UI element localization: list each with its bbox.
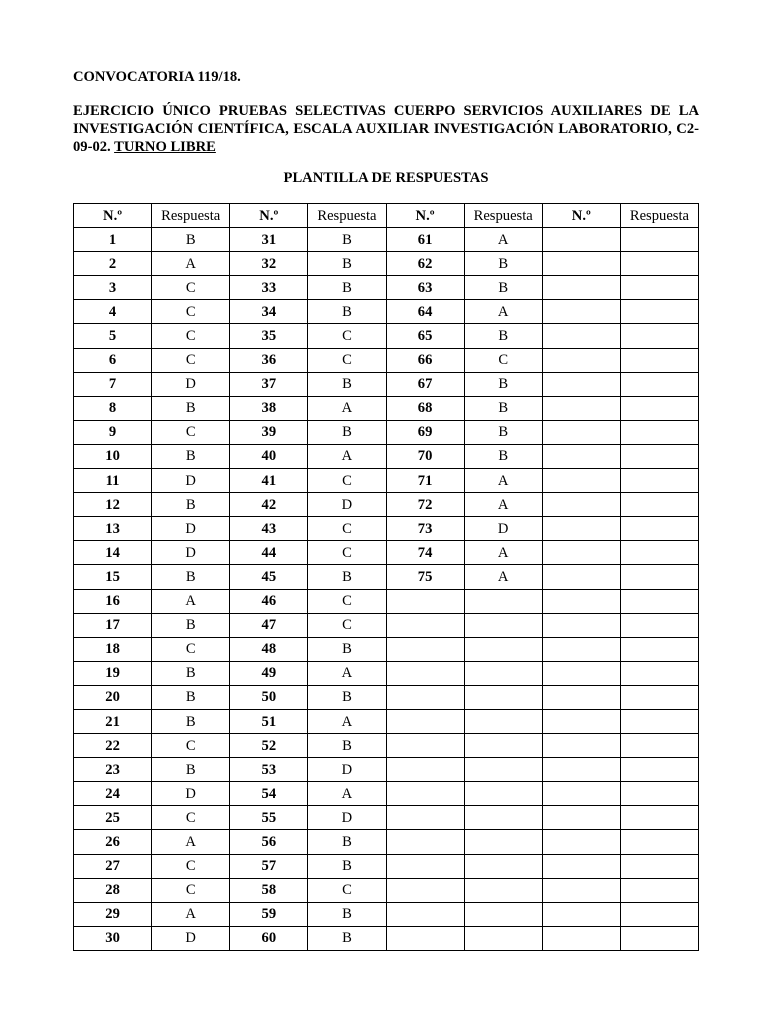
table-row (74, 348, 699, 372)
question-number-cell (386, 661, 464, 685)
table-row (74, 637, 699, 661)
question-number-cell (542, 541, 620, 565)
question-number-cell: 60 (230, 926, 308, 950)
question-number-cell: 9 (74, 420, 152, 444)
answer-cell (620, 782, 698, 806)
question-number-cell: 69 (386, 420, 464, 444)
question-number-cell: 22 (74, 734, 152, 758)
question-number-cell: 34 (230, 300, 308, 324)
answer-cell: B (308, 565, 386, 589)
answer-cell: B (152, 685, 230, 709)
answer-cell: A (464, 541, 542, 565)
header-number: N.º (230, 204, 308, 228)
answer-cell: A (308, 661, 386, 685)
answer-cell (464, 661, 542, 685)
answer-cell: B (308, 854, 386, 878)
answer-cell (464, 878, 542, 902)
question-number-cell (542, 613, 620, 637)
table-row (74, 493, 699, 517)
question-number-cell: 16 (74, 589, 152, 613)
question-number-cell: 38 (230, 396, 308, 420)
question-number-cell (542, 469, 620, 493)
question-number-cell: 58 (230, 878, 308, 902)
question-number-cell (542, 806, 620, 830)
question-number-cell: 63 (386, 276, 464, 300)
table-row (74, 734, 699, 758)
question-number-cell: 70 (386, 444, 464, 468)
answer-cell: B (464, 444, 542, 468)
question-number-cell (542, 709, 620, 733)
question-number-cell: 46 (230, 589, 308, 613)
answer-cell: A (464, 228, 542, 252)
question-number-cell (386, 926, 464, 950)
answer-cell (620, 709, 698, 733)
answer-cell (620, 661, 698, 685)
answer-cell: B (152, 228, 230, 252)
answer-cell (620, 420, 698, 444)
answer-cell (620, 541, 698, 565)
question-number-cell (386, 589, 464, 613)
answer-cell: B (464, 420, 542, 444)
answer-cell: B (308, 734, 386, 758)
answer-cell (464, 782, 542, 806)
table-header-row (74, 204, 699, 228)
question-number-cell: 12 (74, 493, 152, 517)
question-number-cell (542, 854, 620, 878)
question-number-cell: 75 (386, 565, 464, 589)
question-number-cell (542, 878, 620, 902)
answer-cell: C (308, 878, 386, 902)
question-number-cell: 62 (386, 252, 464, 276)
answer-cell: C (308, 324, 386, 348)
question-number-cell: 45 (230, 565, 308, 589)
table-row (74, 252, 699, 276)
question-number-cell (542, 637, 620, 661)
answer-cell (620, 228, 698, 252)
answer-cell: D (464, 517, 542, 541)
answer-cell: B (152, 613, 230, 637)
table-row (74, 324, 699, 348)
question-number-cell: 44 (230, 541, 308, 565)
answer-cell: B (152, 444, 230, 468)
question-number-cell: 67 (386, 372, 464, 396)
question-number-cell: 8 (74, 396, 152, 420)
table-row (74, 613, 699, 637)
answer-cell (620, 685, 698, 709)
question-number-cell: 29 (74, 902, 152, 926)
answer-cell: B (308, 228, 386, 252)
answer-cell (620, 276, 698, 300)
question-number-cell (542, 444, 620, 468)
question-number-cell: 55 (230, 806, 308, 830)
answer-cell: D (152, 517, 230, 541)
table-row (74, 517, 699, 541)
question-number-cell: 68 (386, 396, 464, 420)
answer-cell (620, 396, 698, 420)
question-number-cell: 66 (386, 348, 464, 372)
question-number-cell: 3 (74, 276, 152, 300)
question-number-cell: 24 (74, 782, 152, 806)
table-row (74, 661, 699, 685)
answer-cell (620, 252, 698, 276)
question-number-cell (542, 902, 620, 926)
question-number-cell: 2 (74, 252, 152, 276)
answer-cell (620, 469, 698, 493)
answer-cell: C (308, 589, 386, 613)
answer-cell: C (308, 469, 386, 493)
convocatoria-title: CONVOCATORIA 119/18. (73, 69, 241, 85)
question-number-cell: 43 (230, 517, 308, 541)
answer-cell: A (152, 252, 230, 276)
question-number-cell: 71 (386, 469, 464, 493)
table-row (74, 782, 699, 806)
question-number-cell: 17 (74, 613, 152, 637)
answer-cell (464, 926, 542, 950)
question-number-cell (386, 782, 464, 806)
answer-cell: A (152, 830, 230, 854)
question-number-cell: 1 (74, 228, 152, 252)
question-number-cell (542, 420, 620, 444)
question-number-cell (542, 685, 620, 709)
answers-table-body (74, 228, 699, 951)
answer-cell (620, 300, 698, 324)
answer-cell: B (308, 685, 386, 709)
answer-cell: B (308, 372, 386, 396)
answer-cell: D (152, 541, 230, 565)
question-number-cell: 4 (74, 300, 152, 324)
answer-cell: C (152, 276, 230, 300)
question-number-cell (542, 734, 620, 758)
exercise-description (73, 102, 699, 156)
question-number-cell: 36 (230, 348, 308, 372)
question-number-cell: 26 (74, 830, 152, 854)
answer-cell (620, 372, 698, 396)
table-row (74, 806, 699, 830)
question-number-cell: 51 (230, 709, 308, 733)
exercise-text: EJERCICIO ÚNICO PRUEBAS SELECTIVAS CUERPO SERVICIOS AUXILIARES DE LA INVESTIGACIÓN CIENTÍFICA, ESCALA AUXILIAR INVESTIGACIÓN LABORATORIO, C2-09-02. (73, 103, 699, 155)
question-number-cell (542, 926, 620, 950)
answer-cell: B (152, 758, 230, 782)
question-number-cell: 57 (230, 854, 308, 878)
answer-cell: B (152, 396, 230, 420)
answer-cell: B (152, 709, 230, 733)
answer-cell: C (308, 517, 386, 541)
question-number-cell: 32 (230, 252, 308, 276)
answer-cell (620, 444, 698, 468)
answer-cell: B (308, 637, 386, 661)
answer-cell (620, 806, 698, 830)
answer-cell (620, 565, 698, 589)
answer-cell: C (152, 734, 230, 758)
question-number-cell: 21 (74, 709, 152, 733)
question-number-cell (542, 300, 620, 324)
header-number: N.º (386, 204, 464, 228)
question-number-cell: 7 (74, 372, 152, 396)
question-number-cell: 37 (230, 372, 308, 396)
answer-cell: A (308, 782, 386, 806)
answer-cell: B (464, 324, 542, 348)
answer-cell: C (152, 420, 230, 444)
answer-cell: B (308, 252, 386, 276)
answer-cell (620, 902, 698, 926)
question-number-cell: 52 (230, 734, 308, 758)
header-number: N.º (74, 204, 152, 228)
table-row (74, 709, 699, 733)
question-number-cell (542, 782, 620, 806)
answer-cell: A (464, 565, 542, 589)
answer-cell: C (308, 348, 386, 372)
answer-cell: D (152, 782, 230, 806)
question-number-cell (386, 830, 464, 854)
question-number-cell (542, 348, 620, 372)
question-number-cell: 27 (74, 854, 152, 878)
question-number-cell: 33 (230, 276, 308, 300)
question-number-cell (542, 252, 620, 276)
answer-cell (464, 589, 542, 613)
table-row (74, 228, 699, 252)
answer-cell: B (152, 493, 230, 517)
answer-cell: C (152, 300, 230, 324)
table-row (74, 830, 699, 854)
question-number-cell: 74 (386, 541, 464, 565)
question-number-cell (542, 661, 620, 685)
answer-cell: D (308, 493, 386, 517)
question-number-cell (542, 396, 620, 420)
answer-cell: A (464, 493, 542, 517)
answer-cell: C (152, 324, 230, 348)
question-number-cell (386, 637, 464, 661)
answer-cell: C (152, 637, 230, 661)
answer-cell: D (152, 372, 230, 396)
question-number-cell: 49 (230, 661, 308, 685)
answer-cell (464, 854, 542, 878)
question-number-cell (542, 589, 620, 613)
table-row (74, 396, 699, 420)
answer-cell: B (152, 565, 230, 589)
answer-cell: C (464, 348, 542, 372)
answer-cell: A (308, 444, 386, 468)
answer-cell (620, 878, 698, 902)
question-number-cell: 14 (74, 541, 152, 565)
question-number-cell (542, 758, 620, 782)
question-number-cell: 19 (74, 661, 152, 685)
answer-cell (620, 734, 698, 758)
question-number-cell: 5 (74, 324, 152, 348)
question-number-cell: 53 (230, 758, 308, 782)
question-number-cell (386, 806, 464, 830)
answers-table (73, 203, 699, 951)
table-row (74, 565, 699, 589)
answer-cell: A (308, 709, 386, 733)
answer-cell (620, 926, 698, 950)
question-number-cell: 42 (230, 493, 308, 517)
answer-cell: D (152, 926, 230, 950)
answer-cell: B (464, 276, 542, 300)
answer-cell (464, 637, 542, 661)
question-number-cell: 41 (230, 469, 308, 493)
question-number-cell (386, 613, 464, 637)
answer-cell (620, 517, 698, 541)
answer-cell: A (152, 902, 230, 926)
question-number-cell (386, 878, 464, 902)
question-number-cell (386, 709, 464, 733)
answer-cell (620, 589, 698, 613)
table-row (74, 276, 699, 300)
question-number-cell: 64 (386, 300, 464, 324)
question-number-cell (542, 372, 620, 396)
answer-cell: A (464, 300, 542, 324)
answer-cell: A (464, 469, 542, 493)
question-number-cell: 10 (74, 444, 152, 468)
answer-cell: A (308, 396, 386, 420)
plantilla-title: PLANTILLA DE RESPUESTAS (283, 170, 489, 186)
turno-label: TURNO LIBRE (114, 139, 216, 155)
question-number-cell (542, 276, 620, 300)
header-answer: Respuesta (308, 204, 386, 228)
question-number-cell (542, 565, 620, 589)
answer-cell: B (308, 830, 386, 854)
header-number: N.º (542, 204, 620, 228)
answer-cell (464, 734, 542, 758)
answer-cell: B (308, 420, 386, 444)
answer-cell: B (464, 396, 542, 420)
answer-cell (464, 613, 542, 637)
question-number-cell: 59 (230, 902, 308, 926)
header-answer: Respuesta (464, 204, 542, 228)
question-number-cell (386, 758, 464, 782)
answer-cell: B (308, 300, 386, 324)
question-number-cell: 48 (230, 637, 308, 661)
question-number-cell (386, 854, 464, 878)
question-number-cell (542, 324, 620, 348)
question-number-cell: 25 (74, 806, 152, 830)
answer-cell (620, 854, 698, 878)
table-row (74, 878, 699, 902)
question-number-cell (542, 830, 620, 854)
header-answer: Respuesta (152, 204, 230, 228)
question-number-cell: 73 (386, 517, 464, 541)
answer-cell: B (308, 276, 386, 300)
answer-cell (464, 685, 542, 709)
question-number-cell (542, 493, 620, 517)
question-number-cell: 18 (74, 637, 152, 661)
table-row (74, 589, 699, 613)
answer-cell: B (308, 926, 386, 950)
answer-cell: C (152, 878, 230, 902)
question-number-cell (386, 902, 464, 926)
answer-cell: B (152, 661, 230, 685)
table-row (74, 685, 699, 709)
table-row (74, 420, 699, 444)
question-number-cell: 47 (230, 613, 308, 637)
question-number-cell: 65 (386, 324, 464, 348)
table-row (74, 469, 699, 493)
answer-cell: C (308, 541, 386, 565)
answer-cell: B (464, 372, 542, 396)
question-number-cell: 13 (74, 517, 152, 541)
answer-cell (464, 830, 542, 854)
question-number-cell: 15 (74, 565, 152, 589)
answer-cell (620, 613, 698, 637)
table-row (74, 902, 699, 926)
question-number-cell: 54 (230, 782, 308, 806)
question-number-cell: 56 (230, 830, 308, 854)
answer-cell: C (152, 854, 230, 878)
answer-cell: B (308, 902, 386, 926)
question-number-cell: 72 (386, 493, 464, 517)
question-number-cell: 11 (74, 469, 152, 493)
answer-cell (464, 806, 542, 830)
table-row (74, 541, 699, 565)
question-number-cell: 31 (230, 228, 308, 252)
answer-cell: D (308, 806, 386, 830)
question-number-cell: 6 (74, 348, 152, 372)
question-number-cell: 40 (230, 444, 308, 468)
table-row (74, 300, 699, 324)
answer-cell (464, 902, 542, 926)
table-row (74, 926, 699, 950)
question-number-cell: 20 (74, 685, 152, 709)
answer-cell: D (152, 469, 230, 493)
question-number-cell: 23 (74, 758, 152, 782)
table-row (74, 854, 699, 878)
question-number-cell (542, 517, 620, 541)
answer-cell: B (464, 252, 542, 276)
question-number-cell: 35 (230, 324, 308, 348)
question-number-cell: 39 (230, 420, 308, 444)
question-number-cell: 61 (386, 228, 464, 252)
answer-cell: C (152, 348, 230, 372)
answer-cell: C (308, 613, 386, 637)
answer-cell: A (152, 589, 230, 613)
question-number-cell: 50 (230, 685, 308, 709)
table-row (74, 444, 699, 468)
answer-cell (620, 637, 698, 661)
answer-cell: C (152, 806, 230, 830)
answer-cell: D (308, 758, 386, 782)
answer-cell (620, 348, 698, 372)
answer-cell (620, 758, 698, 782)
question-number-cell (386, 685, 464, 709)
answer-cell (620, 324, 698, 348)
table-row (74, 372, 699, 396)
answer-cell (464, 758, 542, 782)
question-number-cell: 30 (74, 926, 152, 950)
answer-cell (620, 830, 698, 854)
header-answer: Respuesta (620, 204, 698, 228)
question-number-cell (542, 228, 620, 252)
answer-cell (464, 709, 542, 733)
question-number-cell: 28 (74, 878, 152, 902)
answer-cell (620, 493, 698, 517)
table-row (74, 758, 699, 782)
question-number-cell (386, 734, 464, 758)
